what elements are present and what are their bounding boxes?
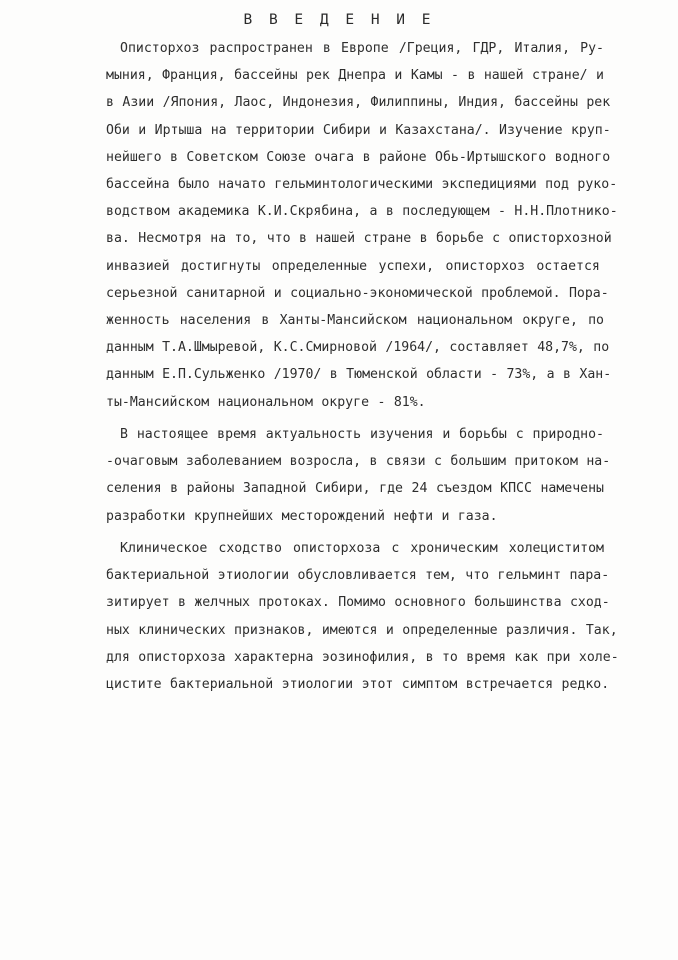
text-line: зитирует в желчных протоках. Помимо основного большинства сход-	[106, 595, 610, 611]
text-line: Описторхоз распространен в Европе /Греция, ГДР, Италия, Ру-	[120, 41, 604, 56]
text-line: ты-Мансийском национальном округе - 81%.	[106, 394, 426, 410]
text-line: мыния, Франция, бассейны рек Днепра и Камы - в нашей стране/ и	[106, 68, 604, 84]
text-line: Клиническое сходство описторхоза с хроническим холециститом	[120, 541, 604, 556]
text-line: данным Е.П.Сульженко /1970/ в Тюменской области - 73%, а в Хан-	[106, 367, 612, 383]
text-line: селения в районы Западной Сибири, где 24 съездом КПСС намечены	[106, 481, 604, 497]
text-line: для описторхоза характерна эозинофилия, в то время как при холе-	[106, 649, 619, 665]
text-line: нейшего в Советском Союзе очага в районе Обь-Иртышского водного	[106, 149, 611, 165]
text-line: бассейна было начато гельминтологическими экспедициями под руко-	[106, 177, 618, 192]
text-line: ных клинических признаков, имеются и определенные различия. Так,	[106, 622, 618, 638]
text-line: В настоящее время актуальность изучения и борьбы с природно-	[120, 427, 604, 442]
text-line: -очаговым заболеванием возросла, в связи с большим притоком на-	[106, 454, 611, 470]
text-line: женность населения в Ханты-Мансийском национальном округе, по	[106, 313, 604, 328]
text-line: в Азии /Япония, Лаос, Индонезия, Филиппины, Индия, бассейны рек	[106, 95, 611, 111]
text-line: данным Т.А.Шмыревой, К.С.Смирновой /1964/, составляет 48,7%, по	[106, 340, 610, 356]
text-line: инвазией достигнуты определенные успехи, описторхоз остается	[106, 258, 600, 274]
text-line: бактериальной этиологии обусловливается тем, что гельминт пара-	[106, 568, 610, 584]
text-line: Оби и Иртыша на территории Сибири и Казахстана/. Изучение круп-	[106, 122, 611, 138]
text-line: разработки крупнейших месторождений нефти и газа.	[106, 508, 498, 524]
text-line: водством академика К.И.Скрябина, а в последующем - Н.Н.Плотнико-	[106, 204, 618, 220]
text-line: ва. Несмотря на то, что в нашей стране в борьбе с описторхозной	[106, 231, 612, 247]
text-line: цистите бактериальной этиологии этот симптом встречается редко.	[106, 677, 610, 692]
page-title: В В Е Д Е Н И Е	[243, 12, 435, 28]
text-line: серьезной санитарной и социально-экономической проблемой. Пора-	[106, 285, 609, 301]
